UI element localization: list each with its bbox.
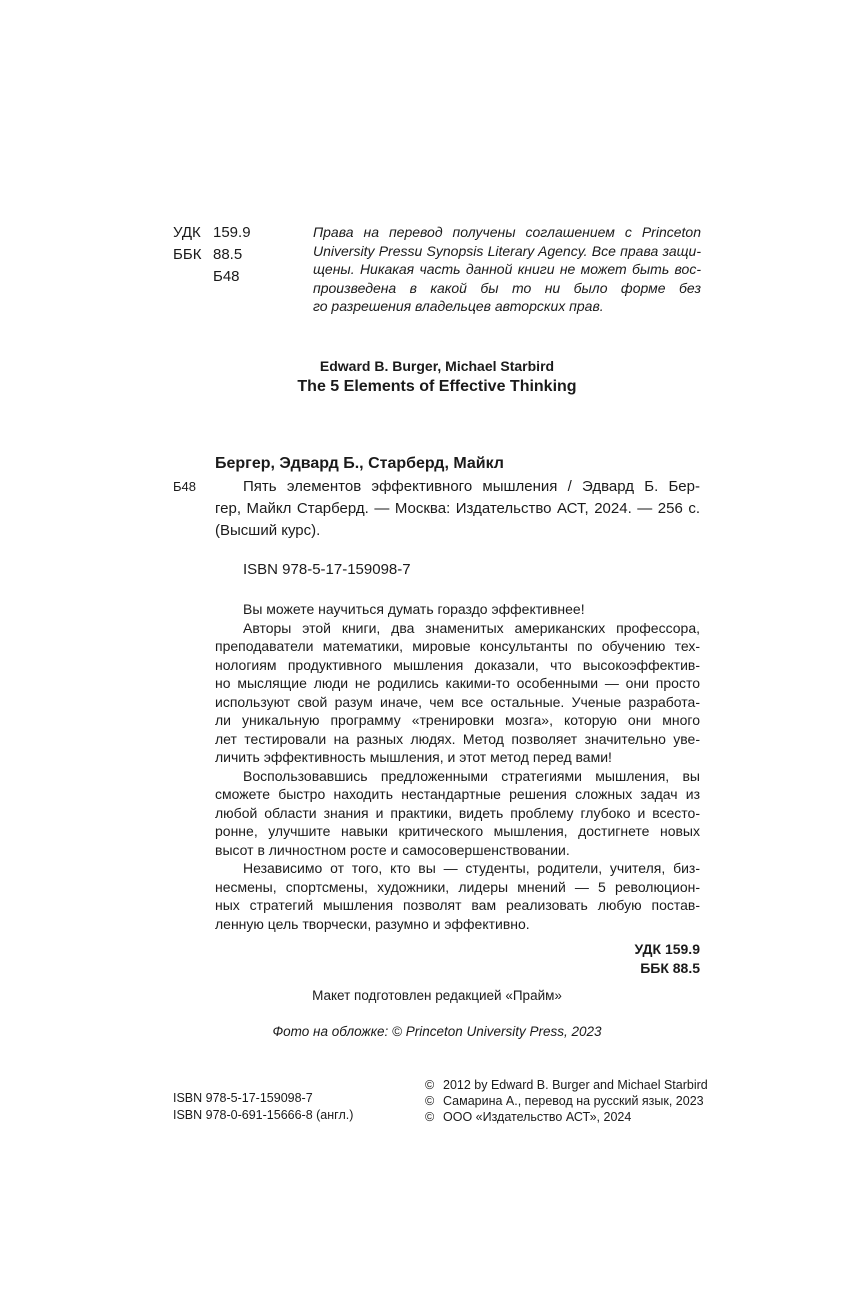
annotation-line: несмены, спортсмены, художники, лидеры мнений — 5 революцион- [215, 878, 700, 895]
udk-bottom: УДК 159.9 [634, 941, 700, 957]
rights-line: University Pressu Synopsis Literary Agency. Все права защи- [313, 242, 701, 259]
isbn-english: ISBN 978-0-691-15666-8 (англ.) [173, 1108, 354, 1122]
annotation-line: используют свой разум иначе, чем все остальные. Ученые разработа- [215, 693, 700, 710]
catalog-isbn: ISBN 978-5-17-159098-7 [243, 561, 411, 578]
isbn-list [173, 1090, 353, 1124]
annotation-line: лет тестировали на разных людях. Метод позволяет значительно уве- [215, 730, 700, 747]
annotation-paragraph [215, 600, 700, 619]
cover-photo-credit: Фото на обложке: © Princeton University Press, 2023 [272, 1024, 602, 1039]
annotation-paragraph [215, 859, 700, 933]
original-authors: Edward B. Burger, Michael Starbird [319, 358, 555, 374]
bbk-label: ББК [173, 246, 202, 263]
annotation-line: ных стратегий мышления позволят вам реализовать любую постав- [215, 897, 700, 913]
original-title: The 5 Elements of Effective Thinking [297, 378, 577, 395]
annotation-line: преподаватели математики, мировые консультанты по обучению тех- [215, 638, 700, 654]
annotation-line: но мыслящие люди не родились какими-то особенными — они просто [215, 675, 700, 691]
copyright-line [425, 1093, 708, 1109]
copyright-icon: © [425, 1110, 435, 1124]
annotation-line: высот в личностном росте и самосовершенствовании. [215, 841, 570, 858]
udk-label: УДК [173, 224, 201, 241]
annotation [215, 600, 700, 933]
classification-codes [173, 222, 251, 288]
annotation-line: ронне, улучшите навыки критического мышления, достигнете новых [215, 823, 700, 839]
catalog-description [215, 476, 700, 542]
copyright-text: 2012 by Edward B. Burger and Michael Starbird [443, 1078, 708, 1092]
rights-notice [313, 223, 701, 316]
catalog-line: гер, Майкл Старберд. — Москва: Издательство АСТ, 2024. — 256 с. [215, 500, 700, 517]
rights-line: го разрешения владельцев авторских прав. [313, 298, 604, 314]
annotation-line: личить эффективность мышления, и этот метод перед вами! [215, 749, 612, 765]
catalog-mark: Б48 [173, 479, 196, 494]
rights-line: Права на перевод получены соглашением с Princeton [313, 224, 701, 240]
bbk-bottom: ББК 88.5 [640, 960, 700, 976]
annotation-line: Вы можете научиться думать гораздо эффективнее! [243, 601, 585, 617]
catalog-heading: Бергер, Эдвард Б., Старберд, Майкл [215, 455, 504, 472]
annotation-line: ли уникальную программу «тренировки мозга», которую они много [215, 712, 700, 728]
annotation-paragraph [215, 619, 700, 767]
rights-line: щены. Никакая часть данной книги не может быть вос- [313, 261, 701, 277]
annotation-line: ленную цель творчески, разумно и эффективно. [215, 915, 530, 932]
copyright-text: Самарина А., перевод на русский язык, 2023 [443, 1094, 704, 1108]
rights-line: произведена в какой бы то ни было форме без [313, 279, 701, 296]
annotation-line: любой области знания и практики, видеть проблему глубоко и всесто- [215, 804, 700, 821]
copyright-icon: © [425, 1078, 435, 1092]
annotation-paragraph [215, 767, 700, 860]
catalog-line: Пять элементов эффективного мышления / Эдвард Б. Бер- [243, 478, 700, 495]
annotation-line: Воспользовавшись предложенными стратегиями мышления, вы [243, 767, 700, 784]
copyright-icon: © [425, 1094, 435, 1108]
copyright-line [425, 1109, 708, 1125]
layout-credit: Макет подготовлен редакцией «Прайм» [312, 988, 562, 1003]
annotation-line: нологиям продуктивного мышления доказали, что высокоэффектив- [215, 656, 700, 673]
bbk-value: 88.5 [213, 246, 243, 263]
catalog-line: (Высший курс). [215, 522, 321, 539]
copyright-line [425, 1077, 708, 1093]
author-mark: Б48 [213, 268, 240, 285]
copyright-list [425, 1077, 708, 1125]
isbn-russian: ISBN 978-5-17-159098-7 [173, 1091, 313, 1105]
annotation-line: Независимо от того, кто вы — студенты, родители, учителя, биз- [243, 860, 700, 876]
udk-value: 159.9 [213, 224, 251, 241]
annotation-line: Авторы этой книги, два знаменитых американских профессора, [243, 619, 700, 636]
copyright-text: ООО «Издательство АСТ», 2024 [443, 1110, 632, 1124]
annotation-line: сможете быстро находить нестандартные решения сложных задач из [215, 786, 700, 802]
